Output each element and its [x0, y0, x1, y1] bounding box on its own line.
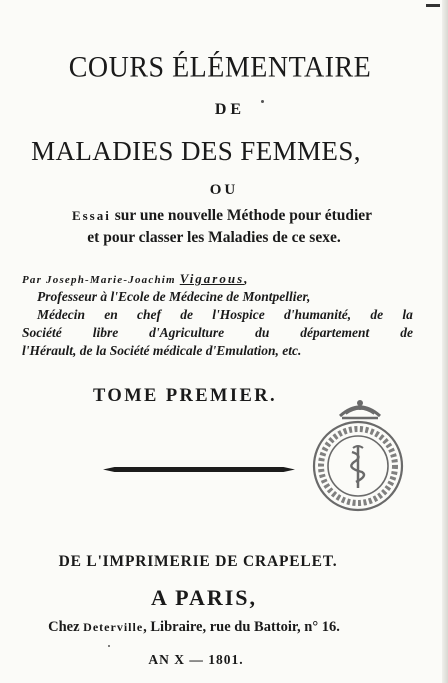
publisher-address: , Libraire, rue du Battoir, n° 16.	[143, 619, 340, 635]
credential-word: d'Agriculture	[149, 325, 225, 340]
credential-word: de	[400, 325, 413, 340]
subtitle-essai: Essai	[71, 208, 111, 223]
author-credential-1: Professeur à l'Ecole de Médecine de Montpellier,	[37, 289, 311, 304]
library-stamp-icon	[302, 394, 418, 514]
credential-word: la	[402, 307, 413, 322]
subtitle-line-2: et pour classer les Maladies de ce sexe.	[87, 229, 341, 246]
credential-word: département	[300, 325, 370, 340]
credential-word: libre	[92, 325, 119, 340]
author-line	[22, 271, 248, 287]
ink-speck	[261, 100, 264, 103]
title-line-2: MALADIES DES FEMMES,	[31, 136, 361, 166]
credential-word: du	[255, 325, 270, 340]
title-de: DE	[214, 101, 246, 118]
publisher-line	[0, 619, 418, 636]
author-par: Par Joseph-Marie-Joachim	[22, 274, 180, 286]
title-ou: OU	[209, 182, 239, 198]
author-surname: Vigarous	[179, 271, 245, 286]
title-line-1: COURS ÉLÉMENTAIRE	[68, 51, 372, 84]
publisher-pre: Chez	[48, 619, 84, 635]
date-line: AN X — 1801.	[148, 652, 244, 667]
printer-line: DE L'IMPRIMERIE DE CRAPELET.	[58, 553, 338, 570]
subtitle-line-1-rest: sur une nouvelle Méthode pour étudier	[110, 207, 373, 224]
decorative-rule	[103, 467, 295, 472]
credential-word: Société	[22, 325, 62, 340]
publisher-name: Deterville	[83, 620, 144, 634]
city-line: A PARIS,	[150, 585, 258, 610]
subtitle-line-1	[0, 207, 446, 225]
credential-word: Médecin	[37, 307, 85, 322]
credential-word: de	[180, 307, 193, 322]
credential-word: en	[104, 307, 118, 322]
author-credential-4: l'Hérault, de la Société médicale d'Emulation, etc.	[22, 343, 302, 358]
edge-mark	[426, 4, 440, 7]
credential-word: l'Hospice	[212, 307, 265, 322]
author-credential-2	[37, 307, 413, 323]
credential-word: d'humanité,	[284, 307, 352, 322]
credential-word: de	[370, 307, 384, 322]
author-comma: ,	[244, 271, 248, 286]
ink-speck	[108, 645, 110, 647]
author-credential-3	[22, 325, 413, 341]
credential-word: chef	[137, 307, 161, 322]
volume-label: TOME PREMIER.	[93, 386, 278, 406]
